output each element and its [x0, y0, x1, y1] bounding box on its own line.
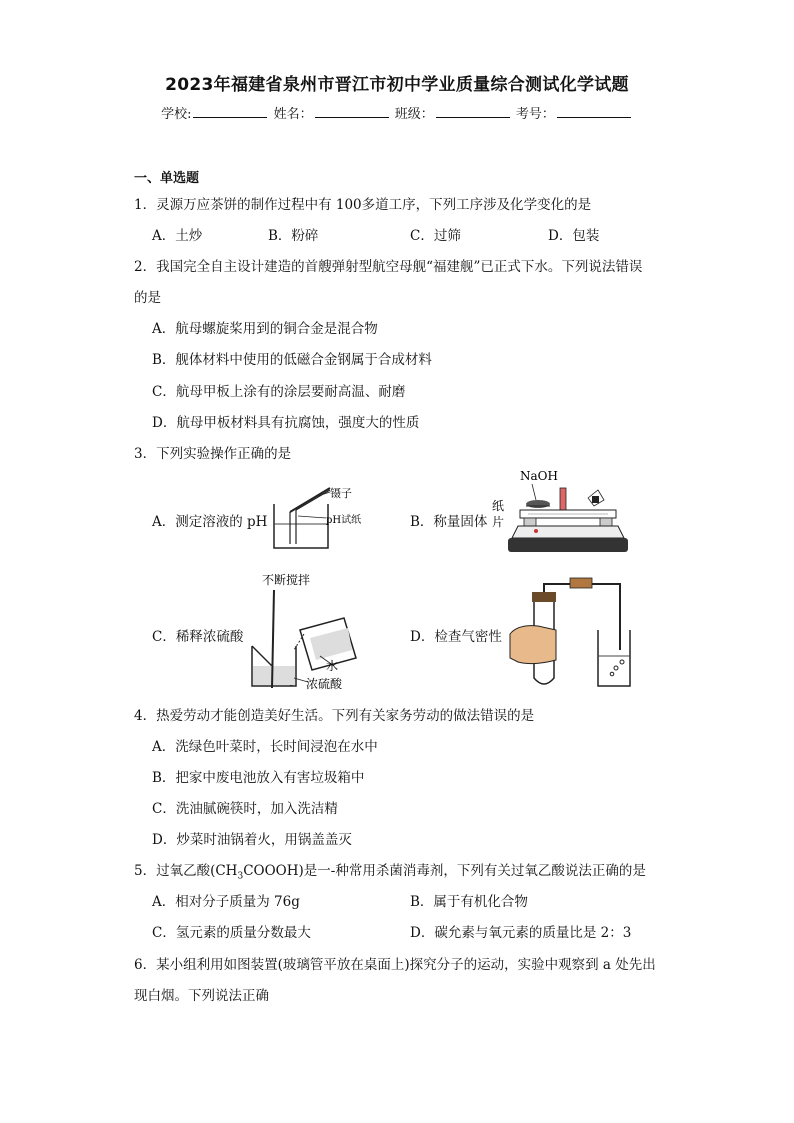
section-title: 一、单选题	[134, 171, 200, 186]
ph-test-diagram	[268, 480, 378, 555]
q1-stem: 1．灵源万应茶饼的制作过程中有 100多道工序，下列工序涉及化学变化的是	[134, 197, 592, 213]
school-blank	[193, 105, 267, 118]
acid-label: 浓硫酸	[306, 677, 343, 691]
student-info-line	[0, 103, 794, 122]
q2-stem-line1: 2．我国完全自主设计建造的首艘弹射型航空母舰“福建舰”已正式下水。下列说法错误	[134, 259, 643, 275]
hand	[510, 626, 556, 664]
q5-option-d: D．碳允素与氧元素的质量比是 2：3	[410, 925, 632, 941]
paper-label-2: 片	[492, 515, 505, 529]
q4-option-b: B．把家中废电池放入有害垃圾箱中	[152, 770, 365, 786]
stir-label: 不断搅拌	[262, 573, 311, 587]
class-blank	[436, 105, 510, 118]
right-foot	[600, 518, 612, 526]
bubble-2	[620, 660, 624, 664]
balance-knob	[534, 529, 538, 533]
q4-option-c: C．洗油腻碗筷时，加入洗洁精	[152, 801, 338, 817]
q1-option-b: B．粉碎	[268, 228, 319, 244]
stopper	[532, 592, 556, 602]
name-label: 姓名：	[273, 107, 313, 122]
q4-stem: 4．热爱劳动才能创造美好生活。下列有关家务劳动的做法错误的是	[134, 708, 535, 724]
school-label: 学校:	[161, 107, 192, 122]
q1-option-a: A．土炒	[152, 228, 203, 244]
name-blank	[315, 105, 389, 118]
q6-stem-line2: 现白烟。下列说法正确	[134, 988, 269, 1004]
q5-stem-pre: 5．过氧乙酸(CH	[134, 863, 238, 879]
q2-stem-line2: 的是	[134, 290, 161, 306]
balance-body	[512, 526, 624, 538]
q1-option-d: D．包装	[548, 228, 600, 244]
q3-option-b: B．称量固体	[410, 514, 488, 530]
balance-base	[508, 538, 628, 552]
q6-stem-line1: 6．某小组利用如图装置(玻璃管平放在桌面上)探究分子的运动，实验中观察到 a 处先出	[134, 957, 656, 973]
q5-option-c: C．氢元素的质量分数最大	[152, 925, 311, 941]
balance-diagram	[488, 466, 628, 566]
airtightness-diagram	[504, 570, 634, 694]
exam-no-label: 考号：	[515, 107, 555, 122]
bubble-3	[610, 672, 614, 676]
paper-label-1: 纸	[492, 499, 505, 513]
tweezers-arm	[296, 490, 330, 510]
q4-option-d: D．炒菜时油锅着火，用锅盖盖灭	[152, 832, 352, 848]
q5-option-b: B．属于有机化合物	[410, 894, 528, 910]
q2-option-b: B．舰体材料中使用的低磁合金钢属于合成材料	[152, 352, 432, 368]
rubber-connector	[570, 578, 592, 588]
q3-option-d: D．检查气密性	[410, 629, 502, 645]
q2-option-d: D．航母甲板材料具有抗腐蚀，强度大的性质	[152, 415, 420, 431]
q2-option-a: A．航母螺旋桨用到的铜合金是混合物	[152, 321, 378, 337]
bubble-1	[614, 666, 618, 670]
q1-option-c: C．过筛	[410, 228, 461, 244]
left-foot	[524, 518, 536, 526]
naoh-sample	[526, 500, 550, 508]
q3-stem: 3．下列实验操作正确的是	[134, 446, 292, 462]
weight	[592, 496, 599, 503]
q5-stem-subscript: 3	[237, 871, 244, 882]
q3-option-c: C．稀释浓硫酸	[152, 629, 244, 645]
exam-no-blank	[557, 105, 631, 118]
class-label: 班级：	[394, 107, 434, 122]
page-title: 2023年福建省泉州市晋江市初中学业质量综合测试化学试题	[165, 75, 629, 95]
tweezers	[290, 488, 330, 512]
naoh-leader	[532, 484, 536, 500]
water-label: 水	[326, 659, 339, 673]
q4-option-a: A．洗绿色叶菜时，长时间浸泡在水中	[152, 739, 378, 755]
q5-stem-post: COOOH)是一-种常用杀菌消毒剂，下列有关过氧乙酸说法正确的是	[243, 863, 646, 879]
dilution-diagram	[248, 566, 378, 692]
water-beaker	[598, 630, 630, 686]
beaker-outline	[274, 504, 328, 548]
naoh-label: NaOH	[520, 469, 558, 483]
q3-option-a: A．测定溶液的 pH	[152, 514, 268, 530]
acid-liquid	[253, 666, 295, 685]
ph-paper-label: pH试纸	[326, 515, 362, 526]
q2-option-c: C．航母甲板上涂有的涂层要耐高温、耐磨	[152, 384, 406, 400]
q5-option-a: A．相对分子质量为 76g	[152, 894, 300, 910]
q5-stem	[134, 859, 646, 882]
paper-leader	[298, 516, 326, 518]
tweezers-label: 镊子	[330, 487, 352, 500]
